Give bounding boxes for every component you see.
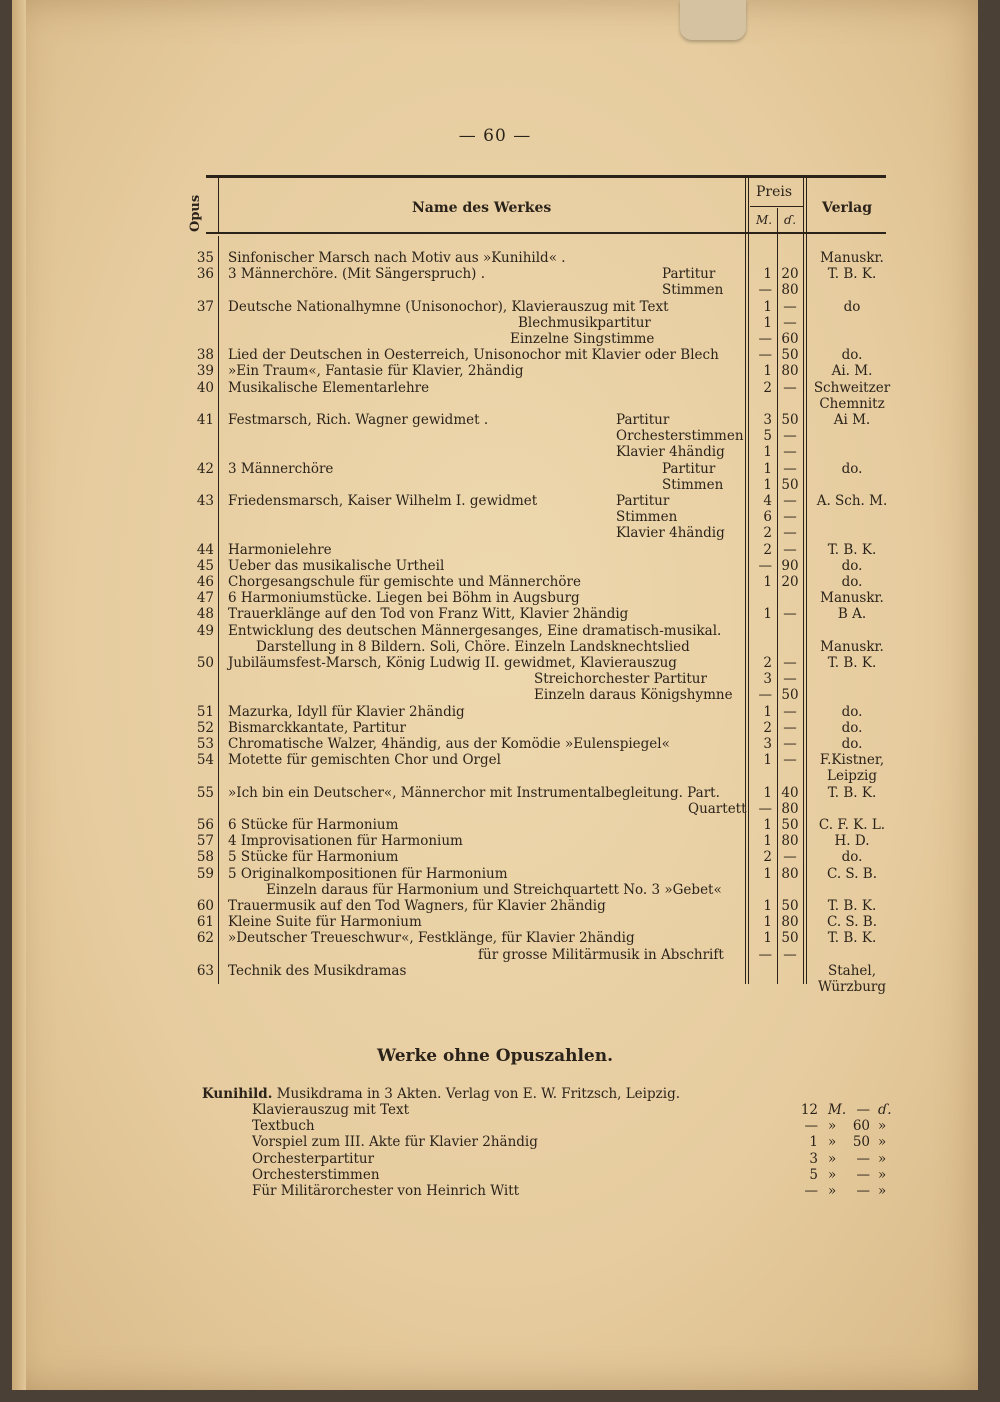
opus-number: 43: [196, 493, 214, 509]
price-pfennig: 60: [781, 331, 799, 347]
kunihild-item-pfennig: —: [856, 1150, 870, 1167]
kunihild-item-mark: —: [804, 1183, 818, 1199]
price-pfennig: 80: [781, 282, 799, 299]
kunihild-item-pfennig-unit: ɗ.: [878, 1102, 892, 1118]
publisher: Stahel,: [827, 962, 876, 979]
price-pfennig: 80: [781, 363, 799, 380]
publisher: C. F. K. L.: [818, 817, 886, 833]
publisher: C. S. B.: [827, 865, 877, 882]
index-tab: [680, 0, 746, 40]
price-pfennig: —: [783, 606, 797, 623]
price-pfennig: 50: [781, 687, 799, 704]
kunihild-item-pfennig: 60: [852, 1118, 870, 1135]
price-pfennig: 50: [781, 412, 799, 428]
price-pfennig: 50: [781, 898, 799, 914]
kunihild-item-label: Orchesterstimmen: [252, 1166, 380, 1183]
opus-number: 40: [196, 379, 214, 396]
price-pfennig: 80: [781, 865, 799, 882]
kunihild-item-pfennig-unit: »: [878, 1150, 887, 1167]
work-part: Klavier 4händig: [616, 444, 725, 461]
col-divider-2: [748, 178, 749, 984]
opus-number: 51: [196, 703, 214, 720]
price-mark: 2: [763, 655, 772, 671]
col-divider-1: [745, 178, 746, 984]
price-mark: 2: [763, 541, 772, 558]
opus-number: 56: [196, 817, 214, 833]
opus-number: 46: [196, 574, 214, 590]
kunihild-item-pfennig: —: [856, 1166, 870, 1183]
price-pfennig: —: [783, 946, 797, 963]
work-title: Technik des Musikdramas: [228, 962, 407, 979]
kunihild-item-label: Orchesterpartitur: [252, 1150, 375, 1167]
price-mark: 2: [763, 719, 772, 736]
kunihild-title: Kunihild.: [202, 1086, 273, 1102]
header-divider-opus: [218, 178, 219, 234]
opus-number: 57: [196, 833, 214, 850]
price-mark: 2: [763, 525, 772, 542]
col-divider-5: [806, 178, 807, 984]
work-title: Harmonielehre: [228, 541, 332, 558]
kunihild-item-mark: 1: [809, 1134, 818, 1151]
work-part: Partitur: [662, 266, 716, 283]
price-pfennig: —: [783, 428, 797, 445]
price-mark: 3: [763, 736, 772, 752]
price-mark: 3: [763, 412, 772, 428]
price-pfennig: —: [783, 752, 797, 769]
header-opus: Opus: [188, 194, 203, 232]
page-number: — 60 —: [458, 126, 532, 146]
work-title: Einzeln daraus für Harmonium und Streichquartett No. 3 »Gebet«: [266, 881, 722, 898]
work-part: Partitur: [616, 493, 670, 509]
price-mark: 1: [763, 914, 772, 931]
publisher: do: [843, 298, 861, 315]
publisher: T. B. K.: [827, 266, 877, 283]
work-title: »Ein Traum«, Fantasie für Klavier, 2händig: [228, 363, 524, 380]
work-part: Klavier 4händig: [616, 525, 725, 542]
price-pfennig: —: [783, 460, 797, 477]
price-mark: 1: [763, 865, 772, 882]
work-title: Deutsche Nationalhymne (Unisonochor), Klavierauszug mit Text: [228, 298, 669, 315]
publisher: Ai M.: [833, 412, 871, 428]
price-pfennig: —: [783, 298, 797, 315]
work-title: Festmarsch, Rich. Wagner gewidmet .: [228, 412, 489, 428]
kunihild-item-label: Klavierauszug mit Text: [252, 1102, 410, 1118]
opus-number: 52: [196, 719, 214, 736]
publisher: Manuskr.: [820, 590, 884, 607]
opus-number: 53: [196, 736, 214, 752]
price-mark: 1: [763, 930, 772, 947]
price-pfennig: 80: [781, 914, 799, 931]
kunihild-item-mark: 12: [800, 1102, 818, 1118]
price-pfennig: 40: [781, 784, 799, 801]
publisher: do.: [841, 574, 863, 590]
price-mark: 4: [763, 493, 772, 509]
opus-number: 37: [196, 298, 214, 315]
work-title: Kleine Suite für Harmonium: [228, 914, 422, 931]
work-title: für grosse Militärmusik in Abschrift: [478, 946, 724, 963]
price-mark: 6: [763, 509, 772, 526]
work-title: Jubiläumsfest-Marsch, König Ludwig II. gewidmet, Klavierauszug: [228, 655, 677, 671]
kunihild-desc: Musikdrama in 3 Akten. Verlag von E. W. Fritzsch, Leipzig.: [276, 1086, 680, 1102]
publisher: Ai. M.: [831, 363, 873, 380]
opus-number: 61: [196, 914, 214, 931]
kunihild-item-mark-unit: »: [828, 1166, 837, 1183]
price-pfennig: 50: [781, 476, 799, 493]
price-mark: 5: [763, 428, 772, 445]
opus-number: 62: [196, 930, 214, 947]
header-pfennig: ɗ.: [784, 213, 797, 227]
kunihild-item-mark-unit: M.: [828, 1102, 847, 1118]
kunihild-item-pfennig: 50: [852, 1134, 870, 1151]
work-title: 3 Männerchöre: [228, 460, 334, 477]
price-mark: 1: [763, 363, 772, 380]
work-title: 6 Stücke für Harmonium: [228, 817, 399, 833]
work-title: Trauermusik auf den Tod Wagners, für Klavier 2händig: [228, 898, 606, 914]
publisher: do.: [841, 736, 863, 752]
work-title: Blechmusikpartitur: [518, 314, 651, 331]
price-mark: 3: [763, 671, 772, 688]
kunihild-item-mark-unit: »: [828, 1150, 837, 1167]
work-title: Friedensmarsch, Kaiser Wilhelm I. gewidmet: [228, 493, 538, 509]
header-mark: M.: [756, 213, 773, 227]
price-pfennig: 50: [781, 930, 799, 947]
publisher: do.: [841, 347, 863, 364]
publisher: Manuskr.: [820, 638, 884, 655]
work-title: Chorgesangschule für gemischte und Männerchöre: [228, 574, 581, 590]
page-edge: [12, 0, 26, 1390]
kunihild-item-label: Vorspiel zum III. Akte für Klavier 2händig: [252, 1134, 538, 1151]
price-mark: 1: [763, 703, 772, 720]
price-pfennig: —: [783, 703, 797, 720]
document-page: [12, 0, 978, 1390]
price-mark: 1: [763, 444, 772, 461]
opus-number: 44: [196, 541, 214, 558]
price-pfennig: —: [783, 736, 797, 752]
publisher: do.: [841, 719, 863, 736]
price-mark: 1: [763, 460, 772, 477]
opus-number: 47: [196, 590, 214, 607]
price-pfennig: 50: [781, 817, 799, 833]
opus-number: 45: [196, 557, 214, 574]
price-pfennig: 50: [781, 347, 799, 364]
price-pfennig: —: [783, 541, 797, 558]
header-preis: Preis: [756, 184, 793, 200]
publisher: do.: [841, 703, 863, 720]
price-mark: 1: [763, 298, 772, 315]
price-mark: —: [758, 687, 772, 704]
work-title: 3 Männerchöre. (Mit Sängerspruch) .: [228, 266, 486, 283]
work-title: Bismarckkantate, Partitur: [228, 719, 406, 736]
price-mark: —: [758, 946, 772, 963]
publisher: Manuskr.: [820, 250, 884, 266]
opus-number: 36: [196, 266, 214, 283]
work-title: 4 Improvisationen für Harmonium: [228, 833, 463, 850]
kunihild-item-label: Für Militärorchester von Heinrich Witt: [252, 1183, 520, 1199]
kunihild-item-label: Textbuch: [252, 1118, 315, 1135]
opus-number: 54: [196, 752, 214, 769]
publisher: C. S. B.: [827, 914, 877, 931]
price-pfennig: 20: [781, 574, 799, 590]
price-pfennig: 90: [781, 557, 799, 574]
price-pfennig: —: [783, 493, 797, 509]
kunihild-item-pfennig-unit: »: [878, 1183, 887, 1199]
opus-number: 55: [196, 784, 214, 801]
col-divider-4: [803, 178, 804, 984]
work-title: Darstellung in 8 Bildern. Soli, Chöre. Einzeln Landsknechtslied: [256, 638, 690, 655]
kunihild-item-mark: —: [804, 1118, 818, 1135]
price-pfennig: 80: [781, 833, 799, 850]
work-title: Streichorchester Partitur: [534, 671, 707, 688]
publisher: Schweitzer: [813, 379, 891, 396]
kunihild-item-mark-unit: »: [828, 1134, 837, 1151]
publisher: T. B. K.: [827, 898, 877, 914]
work-title: Chromatische Walzer, 4händig, aus der Komödie »Eulenspiegel«: [228, 736, 670, 752]
price-mark: 1: [763, 817, 772, 833]
price-pfennig: —: [783, 379, 797, 396]
work-part: Stimmen: [662, 282, 724, 299]
work-title: Einzeln daraus Königshymne: [534, 687, 733, 704]
price-mark: 1: [763, 606, 772, 623]
publisher: T. B. K.: [827, 784, 877, 801]
price-mark: —: [758, 800, 772, 817]
publisher: A. Sch. M.: [816, 493, 888, 509]
publisher: Leipzig: [827, 768, 877, 785]
work-part: Partitur: [662, 460, 716, 477]
header-verlag: Verlag: [822, 200, 873, 216]
price-mark: —: [758, 331, 772, 347]
preis-sub-rule: [750, 206, 803, 207]
publisher: Chemnitz: [819, 395, 885, 412]
opus-number: 42: [196, 460, 214, 477]
price-mark: —: [758, 347, 772, 364]
publisher: T. B. K.: [827, 930, 877, 947]
price-mark: 1: [763, 784, 772, 801]
section-heading: Werke ohne Opuszahlen.: [377, 1046, 613, 1066]
price-pfennig: 20: [781, 266, 799, 283]
kunihild-item-mark-unit: »: [828, 1118, 837, 1135]
opus-number: 38: [196, 347, 214, 364]
price-mark: 2: [763, 849, 772, 866]
kunihild-item-mark: 3: [809, 1150, 818, 1167]
opus-number: 48: [196, 606, 214, 623]
work-title: Sinfonischer Marsch nach Motiv aus »Kunihild« .: [228, 250, 566, 266]
opus-number: 35: [196, 250, 214, 266]
opus-number: 59: [196, 865, 214, 882]
price-mark: 1: [763, 833, 772, 850]
price-pfennig: —: [783, 671, 797, 688]
publisher: do.: [841, 460, 863, 477]
price-mark: 1: [763, 752, 772, 769]
work-title: Lied der Deutschen in Oesterreich, Unisonochor mit Klavier oder Blech: [228, 347, 719, 364]
publisher: T. B. K.: [827, 541, 877, 558]
publisher: do.: [841, 849, 863, 866]
kunihild-intro: [202, 1086, 680, 1102]
kunihild-item-pfennig-unit: »: [878, 1134, 887, 1151]
opus-number: 60: [196, 898, 214, 914]
price-mark: —: [758, 282, 772, 299]
work-title: Musikalische Elementarlehre: [228, 379, 430, 396]
table-top-rule: [206, 175, 886, 178]
price-mark: 1: [763, 266, 772, 283]
price-pfennig: —: [783, 444, 797, 461]
work-title: Motette für gemischten Chor und Orgel: [228, 752, 501, 769]
opus-number: 50: [196, 655, 214, 671]
price-pfennig: —: [783, 525, 797, 542]
price-pfennig: 80: [781, 800, 799, 817]
work-title: Einzelne Singstimme: [510, 331, 655, 347]
work-part: Partitur: [616, 412, 670, 428]
price-mark: 1: [763, 898, 772, 914]
price-mark: 2: [763, 379, 772, 396]
work-title: 6 Harmoniumstücke. Liegen bei Böhm in Augsburg: [228, 590, 580, 607]
price-pfennig: —: [783, 509, 797, 526]
price-mark: 1: [763, 314, 772, 331]
table-header-rule: [206, 232, 886, 234]
work-title: Mazurka, Idyll für Klavier 2händig: [228, 703, 465, 720]
opus-number: 41: [196, 412, 214, 428]
work-title: »Deutscher Treueschwur«, Festklänge, für Klavier 2händig: [228, 930, 635, 947]
work-part: Stimmen: [616, 509, 678, 526]
opus-number: 39: [196, 363, 214, 380]
publisher: do.: [841, 557, 863, 574]
publisher: H. D.: [834, 833, 870, 850]
work-part: Stimmen: [662, 476, 724, 493]
kunihild-item-pfennig-unit: »: [878, 1118, 887, 1135]
col-divider-opus: [218, 236, 219, 984]
work-title: Entwicklung des deutschen Männergesanges, Eine dramatisch-musikal.: [228, 622, 722, 639]
kunihild-item-pfennig: —: [856, 1183, 870, 1199]
kunihild-item-pfennig-unit: »: [878, 1166, 887, 1183]
work-title: »Ich bin ein Deutscher«, Männerchor mit Instrumentalbegleitung. Part.: [228, 784, 720, 801]
price-mark: 1: [763, 476, 772, 493]
header-name: Name des Werkes: [412, 200, 552, 216]
kunihild-item-pfennig: —: [856, 1102, 870, 1118]
publisher: F.Kistner,: [819, 752, 885, 769]
kunihild-item-mark-unit: »: [828, 1183, 837, 1199]
price-pfennig: —: [783, 314, 797, 331]
work-part: Orchesterstimmen: [616, 428, 744, 445]
work-title: Ueber das musikalische Urtheil: [228, 557, 445, 574]
price-pfennig: —: [783, 849, 797, 866]
opus-number: 58: [196, 849, 214, 866]
publisher: T. B. K.: [827, 655, 877, 671]
price-mark: 1: [763, 574, 772, 590]
publisher: B A.: [837, 606, 867, 623]
publisher: Würzburg: [817, 979, 887, 995]
opus-number: 49: [196, 622, 214, 639]
work-title: Trauerklänge auf den Tod von Franz Witt, Klavier 2händig: [228, 606, 629, 623]
price-pfennig: —: [783, 719, 797, 736]
price-pfennig: —: [783, 655, 797, 671]
price-mark: —: [758, 557, 772, 574]
work-part: Quartett: [688, 800, 747, 817]
kunihild-item-mark: 5: [809, 1166, 818, 1183]
opus-number: 63: [196, 962, 214, 979]
work-title: 5 Originalkompositionen für Harmonium: [228, 865, 508, 882]
work-title: 5 Stücke für Harmonium: [228, 849, 399, 866]
